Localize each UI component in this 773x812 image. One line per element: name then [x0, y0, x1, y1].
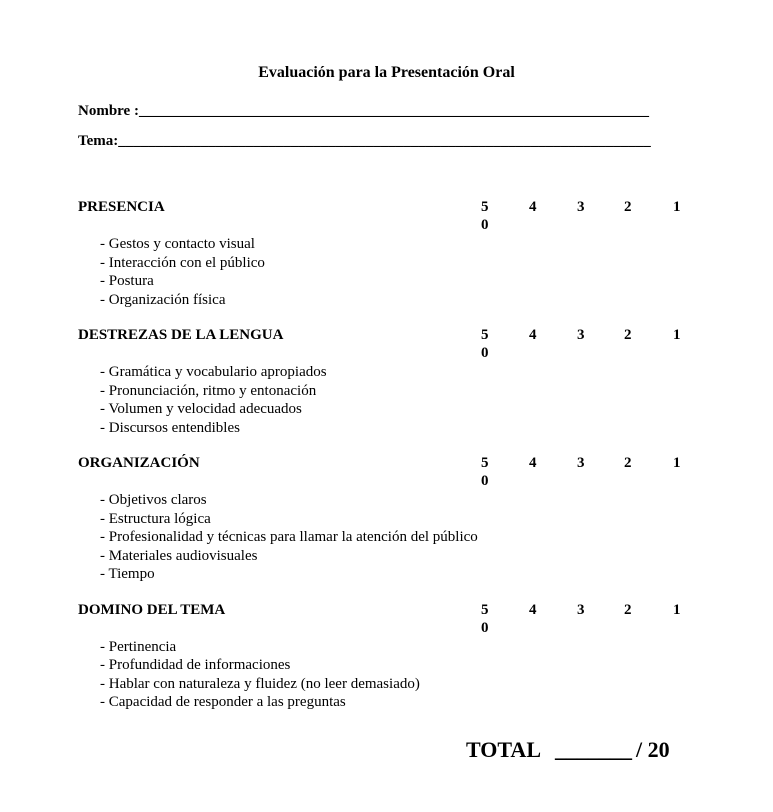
criteria-list [78, 638, 773, 712]
rating-1[interactable]: 1 [673, 199, 681, 215]
name-field-label: Nombre : [78, 103, 139, 119]
criteria-list [78, 363, 773, 437]
rating-2[interactable]: 2 [624, 601, 632, 618]
criteria-item: - Objetivos claros [100, 492, 207, 508]
rating-5[interactable]: 5 [481, 601, 489, 618]
criteria-sections [78, 199, 773, 730]
rating-0-wrapped[interactable]: 0 [481, 619, 489, 636]
rating-4[interactable]: 4 [529, 455, 537, 471]
criteria-item: - Gestos y contacto visual [100, 236, 255, 252]
rating-2[interactable]: 2 [624, 327, 632, 343]
criteria-item: - Discursos entendibles [100, 419, 240, 436]
rating-3[interactable]: 3 [577, 455, 585, 471]
criteria-item: - Hablar con naturaleza y fluidez (no leer demasiado) [100, 675, 420, 692]
rating-1[interactable]: 1 [673, 455, 681, 471]
rating-0-wrapped[interactable]: 0 [481, 345, 489, 361]
rating-4[interactable]: 4 [529, 601, 537, 618]
section-organizacion [78, 455, 773, 584]
total-row [466, 737, 670, 763]
rating-3[interactable]: 3 [577, 199, 585, 215]
topic-fill-line[interactable]: _______________________________________________________________________ [118, 133, 651, 149]
criteria-list [78, 491, 773, 584]
section-header [78, 455, 773, 491]
rating-2[interactable]: 2 [624, 455, 632, 471]
section-heading: PRESENCIA [78, 199, 165, 215]
rating-5[interactable]: 5 [481, 455, 489, 471]
criteria-item: - Profesionalidad y técnicas para llamar la atención del público [100, 529, 478, 545]
criteria-item: - Gramática y vocabulario apropiados [100, 364, 327, 380]
topic-field-label: Tema: [78, 133, 119, 149]
rating-0-wrapped[interactable]: 0 [481, 217, 489, 233]
name-field-row [78, 103, 753, 120]
section-presencia [78, 199, 773, 309]
page-title: Evaluación para la Presentación Oral [258, 64, 515, 81]
criteria-item: - Volumen y velocidad adecuados [100, 401, 302, 417]
rating-4[interactable]: 4 [529, 199, 537, 215]
rating-1[interactable]: 1 [673, 601, 681, 618]
rating-0-wrapped[interactable]: 0 [481, 473, 489, 489]
name-fill-line[interactable]: ____________________________________________________________________ [138, 103, 649, 119]
criteria-item: - Profundidad de informaciones [100, 657, 291, 673]
rating-2[interactable]: 2 [624, 199, 632, 215]
criteria-item: - Estructura lógica [100, 510, 211, 527]
criteria-list [78, 235, 773, 309]
section-domino [78, 602, 773, 712]
rating-3[interactable]: 3 [577, 601, 585, 618]
rating-5[interactable]: 5 [481, 199, 489, 215]
criteria-item: - Capacidad de responder a las preguntas [100, 694, 346, 710]
rating-3[interactable]: 3 [577, 327, 585, 343]
total-fill-line[interactable]: _______ [555, 737, 632, 762]
criteria-item: - Organización física [100, 291, 226, 308]
criteria-item: - Materiales audiovisuales [100, 547, 258, 564]
rating-5[interactable]: 5 [481, 327, 489, 343]
section-header [78, 199, 773, 235]
criteria-item: - Pronunciación, ritmo y entonación [100, 382, 317, 399]
section-destrezas [78, 327, 773, 437]
topic-field-row [78, 133, 753, 150]
criteria-item: - Pertinencia [100, 638, 177, 655]
total-label: TOTAL [466, 737, 541, 762]
section-heading: DOMINO DEL TEMA [78, 601, 226, 618]
rating-1[interactable]: 1 [673, 327, 681, 343]
criteria-item: - Postura [100, 273, 154, 289]
criteria-item: - Tiempo [100, 566, 155, 582]
total-denominator: / 20 [636, 737, 670, 762]
criteria-item: - Interacción con el público [100, 254, 265, 271]
section-header [78, 602, 773, 638]
rating-4[interactable]: 4 [529, 327, 537, 343]
section-heading: DESTREZAS DE LA LENGUA [78, 327, 284, 343]
section-header [78, 327, 773, 363]
section-heading: ORGANIZACIÓN [78, 455, 200, 471]
